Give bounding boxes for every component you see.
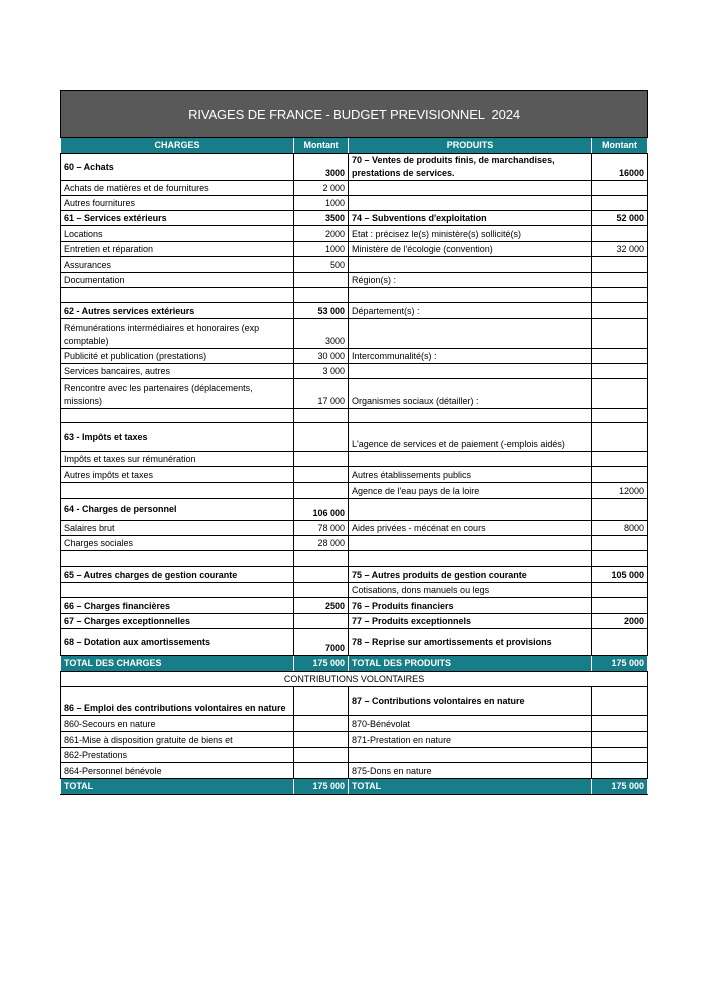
produits-amount-column-header: Montant — [592, 138, 648, 154]
produit-item-amount: 8000 — [592, 521, 648, 536]
table-row — [61, 288, 648, 303]
empty-cell — [349, 288, 592, 303]
produit-item: Aides privées - mécénat en cours — [349, 521, 592, 536]
table-row — [61, 551, 648, 567]
empty-cell — [294, 567, 349, 583]
produit-item: Agence de l'eau pays de la loire — [349, 483, 592, 499]
table-row — [61, 181, 648, 196]
produit-item: 870-Bénévolat — [349, 716, 592, 732]
charge-item: 860-Secours en nature — [61, 716, 294, 732]
table-row — [61, 583, 648, 598]
produit-item: Région(s) : — [349, 273, 592, 288]
empty-cell — [592, 364, 648, 379]
empty-cell — [592, 499, 648, 521]
empty-cell — [294, 288, 349, 303]
produit-item: Autres établissements publics — [349, 467, 592, 483]
empty-cell — [592, 583, 648, 598]
empty-cell — [294, 732, 349, 748]
table-row — [61, 303, 648, 319]
charge-category-amount: 2500 — [294, 598, 349, 614]
table-row — [61, 226, 648, 242]
produit-item: Ministère de l'écologie (convention) — [349, 242, 592, 257]
charge-item-amount: 3 000 — [294, 364, 349, 379]
charge-item-amount: 30 000 — [294, 349, 349, 364]
produit-category-amount: 2000 — [592, 614, 648, 629]
column-header-row — [61, 138, 648, 154]
empty-cell — [61, 409, 294, 423]
empty-cell — [349, 536, 592, 551]
table-row — [61, 536, 648, 551]
table-row — [61, 211, 648, 226]
charge-item-amount: 1000 — [294, 196, 349, 211]
empty-cell — [294, 409, 349, 423]
produit-category: 75 – Autres produits de gestion courante — [349, 567, 592, 583]
total-charges-label: TOTAL DES CHARGES — [61, 656, 294, 672]
charge-item: Achats de matières et de fournitures — [61, 181, 294, 196]
empty-cell — [592, 196, 648, 211]
produit-category: 87 – Contributions volontaires en nature — [349, 687, 592, 716]
empty-cell — [294, 273, 349, 288]
empty-cell — [349, 257, 592, 273]
empty-cell — [294, 614, 349, 629]
empty-cell — [592, 379, 648, 409]
produit-category-amount: 52 000 — [592, 211, 648, 226]
empty-cell — [294, 748, 349, 763]
table-row — [61, 629, 648, 656]
charge-item-amount: 2000 — [294, 226, 349, 242]
charge-category-amount: 3000 — [294, 154, 349, 181]
charge-item: 862-Prestations — [61, 748, 294, 763]
produit-item: L'agence de services et de paiement (-emplois aidés) — [349, 423, 592, 452]
charge-category-amount: 106 000 — [294, 499, 349, 521]
table-row — [61, 598, 648, 614]
table-row — [61, 483, 648, 499]
page-title: RIVAGES DE FRANCE - BUDGET PREVISIONNEL 2024 — [61, 91, 648, 138]
produit-item-amount: 12000 — [592, 483, 648, 499]
charge-category: 61 – Services extérieurs — [61, 211, 294, 226]
produit-category: 77 – Produits exceptionnels — [349, 614, 592, 629]
table-row — [61, 423, 648, 452]
contributions-total-charges-label: TOTAL — [61, 779, 294, 795]
empty-cell — [592, 226, 648, 242]
charge-item: Autres impôts et taxes — [61, 467, 294, 483]
budget-table — [60, 90, 648, 795]
empty-cell — [592, 598, 648, 614]
charge-category-amount: 7000 — [294, 629, 349, 656]
charge-item-amount: 3000 — [294, 319, 349, 349]
charge-item: Locations — [61, 226, 294, 242]
charges-amount-column-header: Montant — [294, 138, 349, 154]
empty-cell — [349, 181, 592, 196]
empty-cell — [349, 551, 592, 567]
table-row — [61, 273, 648, 288]
empty-cell — [294, 763, 349, 779]
empty-cell — [592, 716, 648, 732]
charge-category: 64 - Charges de personnel — [61, 499, 294, 521]
title-row — [61, 91, 648, 138]
table-row — [61, 257, 648, 273]
empty-cell — [294, 583, 349, 598]
produit-item: Organismes sociaux (détailler) : — [349, 379, 592, 409]
table-row — [61, 614, 648, 629]
produit-category-amount: 16000 — [592, 154, 648, 181]
empty-cell — [294, 483, 349, 499]
produit-item: Etat : précisez le(s) ministère(s) sollicité(s) — [349, 226, 592, 242]
empty-cell — [592, 257, 648, 273]
produit-category: 78 – Reprise sur amortissements et provisions — [349, 629, 592, 656]
charge-item: Impôts et taxes sur rémunération — [61, 452, 294, 467]
empty-cell — [349, 452, 592, 467]
charge-category: 66 – Charges financières — [61, 598, 294, 614]
table-row — [61, 716, 648, 732]
charge-category: 63 - Impôts et taxes — [61, 423, 294, 452]
empty-cell — [592, 288, 648, 303]
empty-cell — [61, 583, 294, 598]
charge-category: 68 – Dotation aux amortissements — [61, 629, 294, 656]
empty-cell — [592, 687, 648, 716]
table-row — [61, 452, 648, 467]
empty-cell — [592, 452, 648, 467]
charge-item-amount: 1000 — [294, 242, 349, 257]
empty-cell — [592, 748, 648, 763]
produit-category: 74 – Subventions d'exploitation — [349, 211, 592, 226]
empty-cell — [592, 629, 648, 656]
empty-cell — [349, 196, 592, 211]
empty-cell — [294, 467, 349, 483]
table-row — [61, 687, 648, 716]
charge-category: 86 – Emploi des contributions volontaires en nature — [61, 687, 294, 716]
produit-item: 875-Dons en nature — [349, 763, 592, 779]
charge-category: 67 – Charges exceptionnelles — [61, 614, 294, 629]
charge-item: Rencontre avec les partenaires (déplacements, missions) — [61, 379, 294, 409]
charge-category: 65 – Autres charges de gestion courante — [61, 567, 294, 583]
empty-cell — [592, 732, 648, 748]
produit-category: 76 – Produits financiers — [349, 598, 592, 614]
charge-item: 864-Personnel bénévole — [61, 763, 294, 779]
empty-cell — [592, 551, 648, 567]
charge-item: Assurances — [61, 257, 294, 273]
charge-item-amount: 17 000 — [294, 379, 349, 409]
charge-item: Autres fournitures — [61, 196, 294, 211]
empty-cell — [349, 319, 592, 349]
table-row — [61, 521, 648, 536]
empty-cell — [592, 763, 648, 779]
charge-item-amount: 2 000 — [294, 181, 349, 196]
empty-cell — [592, 319, 648, 349]
produits-column-header: PRODUITS — [349, 138, 592, 154]
produit-category: 70 – Ventes de produits finis, de marchandises, prestations de services. — [349, 154, 592, 181]
table-row — [61, 349, 648, 364]
produit-item-amount: 32 000 — [592, 242, 648, 257]
table-row — [61, 567, 648, 583]
table-row — [61, 319, 648, 349]
produit-item: 871-Prestation en nature — [349, 732, 592, 748]
produit-item: Cotisations, dons manuels ou legs — [349, 583, 592, 598]
contributions-totals-row — [61, 779, 648, 795]
produit-item: Intercommunalité(s) : — [349, 349, 592, 364]
empty-cell — [349, 364, 592, 379]
charge-item: Salaires brut — [61, 521, 294, 536]
contributions-total-produits-label: TOTAL — [349, 779, 592, 795]
charge-item: Rémunérations intermédiaires et honoraires (exp comptable) — [61, 319, 294, 349]
charge-category: 60 – Achats — [61, 154, 294, 181]
table-row — [61, 748, 648, 763]
empty-cell — [294, 551, 349, 567]
produit-category-amount: 105 000 — [592, 567, 648, 583]
charge-item: Publicité et publication (prestations) — [61, 349, 294, 364]
empty-cell — [592, 409, 648, 423]
total-produits-label: TOTAL DES PRODUITS — [349, 656, 592, 672]
empty-cell — [349, 748, 592, 763]
charge-item: Services bancaires, autres — [61, 364, 294, 379]
empty-cell — [294, 687, 349, 716]
contributions-heading: CONTRIBUTIONS VOLONTAIRES — [61, 672, 648, 687]
empty-cell — [61, 483, 294, 499]
empty-cell — [349, 499, 592, 521]
charge-item: Entretien et réparation — [61, 242, 294, 257]
table-row — [61, 242, 648, 257]
produit-item: Département(s) : — [349, 303, 592, 319]
charge-item: Charges sociales — [61, 536, 294, 551]
table-row — [61, 154, 648, 181]
empty-cell — [592, 273, 648, 288]
total-charges-amount: 175 000 — [294, 656, 349, 672]
charge-item-amount: 28 000 — [294, 536, 349, 551]
table-row — [61, 467, 648, 483]
charge-item: Documentation — [61, 273, 294, 288]
contributions-total-produits-amount: 175 000 — [592, 779, 648, 795]
totals-row — [61, 656, 648, 672]
charge-category: 62 - Autres services extérieurs — [61, 303, 294, 319]
empty-cell — [61, 551, 294, 567]
empty-cell — [61, 288, 294, 303]
table-row — [61, 409, 648, 423]
contributions-total-charges-amount: 175 000 — [294, 779, 349, 795]
empty-cell — [294, 423, 349, 452]
empty-cell — [592, 536, 648, 551]
table-row — [61, 499, 648, 521]
charge-item: 861-Mise à disposition gratuite de biens et — [61, 732, 294, 748]
table-row — [61, 732, 648, 748]
charges-column-header: CHARGES — [61, 138, 294, 154]
table-row — [61, 379, 648, 409]
empty-cell — [592, 423, 648, 452]
charge-category-amount: 3500 — [294, 211, 349, 226]
empty-cell — [592, 349, 648, 364]
empty-cell — [294, 716, 349, 732]
table-row — [61, 364, 648, 379]
total-produits-amount: 175 000 — [592, 656, 648, 672]
empty-cell — [592, 467, 648, 483]
empty-cell — [592, 181, 648, 196]
charge-category-amount: 53 000 — [294, 303, 349, 319]
empty-cell — [592, 303, 648, 319]
empty-cell — [349, 409, 592, 423]
charge-item-amount: 500 — [294, 257, 349, 273]
empty-cell — [294, 452, 349, 467]
section-heading-row — [61, 672, 648, 687]
table-row — [61, 196, 648, 211]
table-row — [61, 763, 648, 779]
charge-item-amount: 78 000 — [294, 521, 349, 536]
